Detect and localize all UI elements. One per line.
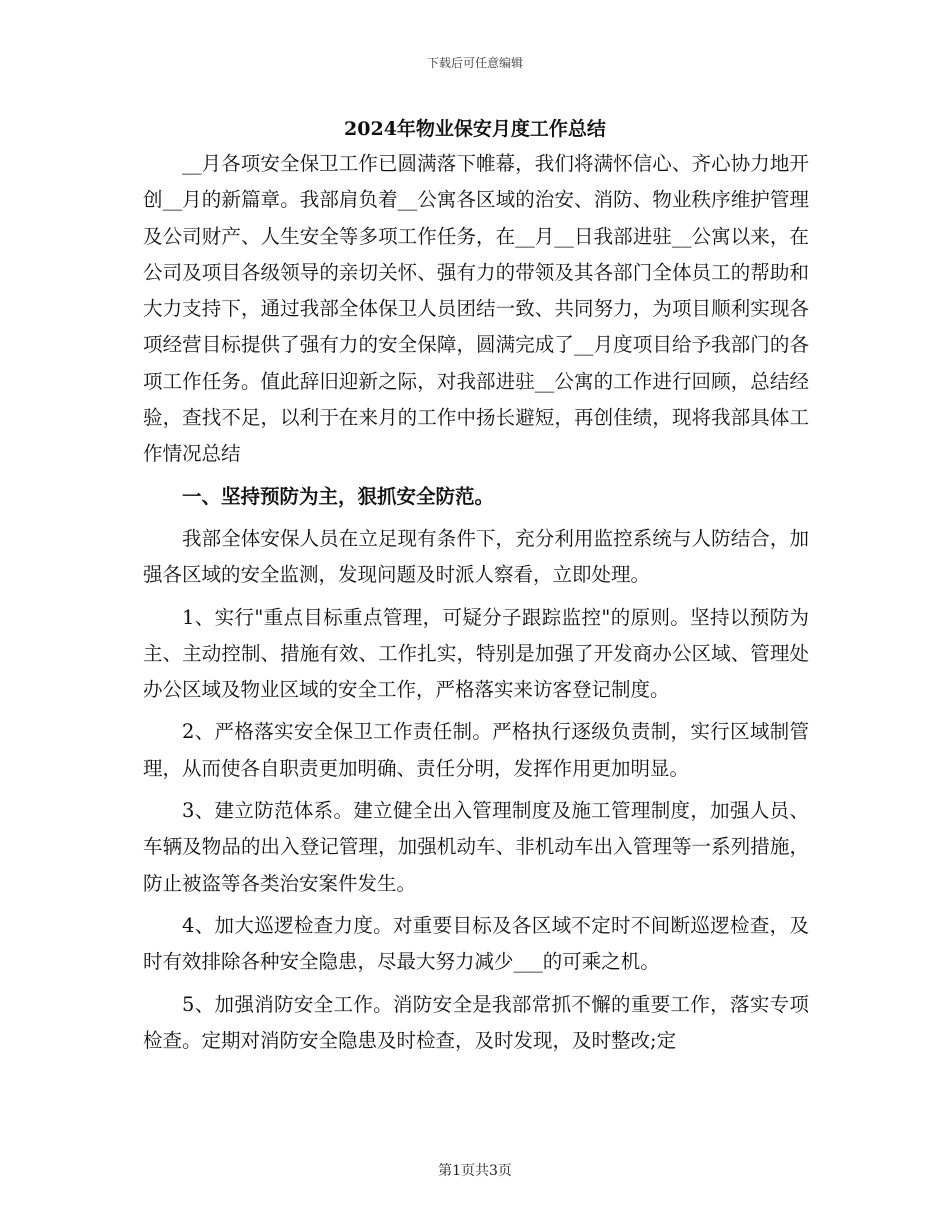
list-item-3: 3、建立防范体系。建立健全出入管理制度及施工管理制度，加强人员、车辆及物品的出入登记管理，加强机动车、非机动车出入管理等一系列措施，防止被盗等各类治安案件发生。: [143, 799, 809, 895]
list-item-4: 4、加大巡逻检查力度。对重要目标及各区域不定时不间断巡逻检查，及时有效排除各种安全隐患，尽最大努力减少___的可乘之机。: [143, 913, 809, 974]
list-item-5: 5、加强消防安全工作。消防安全是我部常抓不懈的重要工作，落实专项检查。定期对消防安全隐患及时检查，及时发现，及时整改;定: [143, 992, 809, 1052]
document-body: [143, 146, 809, 1059]
header-note: 下载后可任意编辑: [426, 56, 523, 70]
document-title: 2024年物业保安月度工作总结: [344, 118, 606, 140]
section-heading: 一、坚持预防为主，狠抓安全防范。: [182, 484, 495, 508]
list-item-2: 2、严格落实安全保卫工作责任制。严格执行逐级负责制，实行区域制管理，从而使各自职责更加明确、责任分明，发挥作用更加明显。: [143, 720, 809, 780]
intro-paragraph: __月各项安全保卫工作已圆满落下帷幕，我们将满怀信心、齐心协力地开创__月的新篇章。我部肩负着__公寓各区域的治安、消防、物业秩序维护管理及公司财产、人生安全等多项工作任务，在__月__日我部进驻__公寓以来，在公司及项目各级领导的亲切关怀、强有力的带领及其各部门全体员工的帮助和大力支持下，通过我部全体保卫人员团结一致、共同努力，为项目顺利实现各项经营目标提供了强有力的安全保障，圆满完成了__月度项目给予我部门的各项工作任务。值此辞旧迎新之际，对我部进驻__公寓的工作进行回顾，总结经验，查找不足，以利于在来月的工作中扬长避短，再创佳绩，现将我部具体工作情况总结: [143, 152, 809, 466]
section-paragraph: 我部全体安保人员在立足现有条件下，充分利用监控系统与人防结合，加强各区域的安全监测，发现问题及时派人察看，立即处理。: [143, 526, 809, 587]
page-number: 第1页共3页: [438, 1163, 512, 1179]
list-item-1: 1、实行"重点目标重点管理，可疑分子跟踪监控"的原则。坚持以预防为主、主动控制、措施有效、工作扎实，特别是加强了开发商办公区域、管理处办公区域及物业区域的安全工作，严格落实来访客登记制度。: [143, 605, 809, 702]
